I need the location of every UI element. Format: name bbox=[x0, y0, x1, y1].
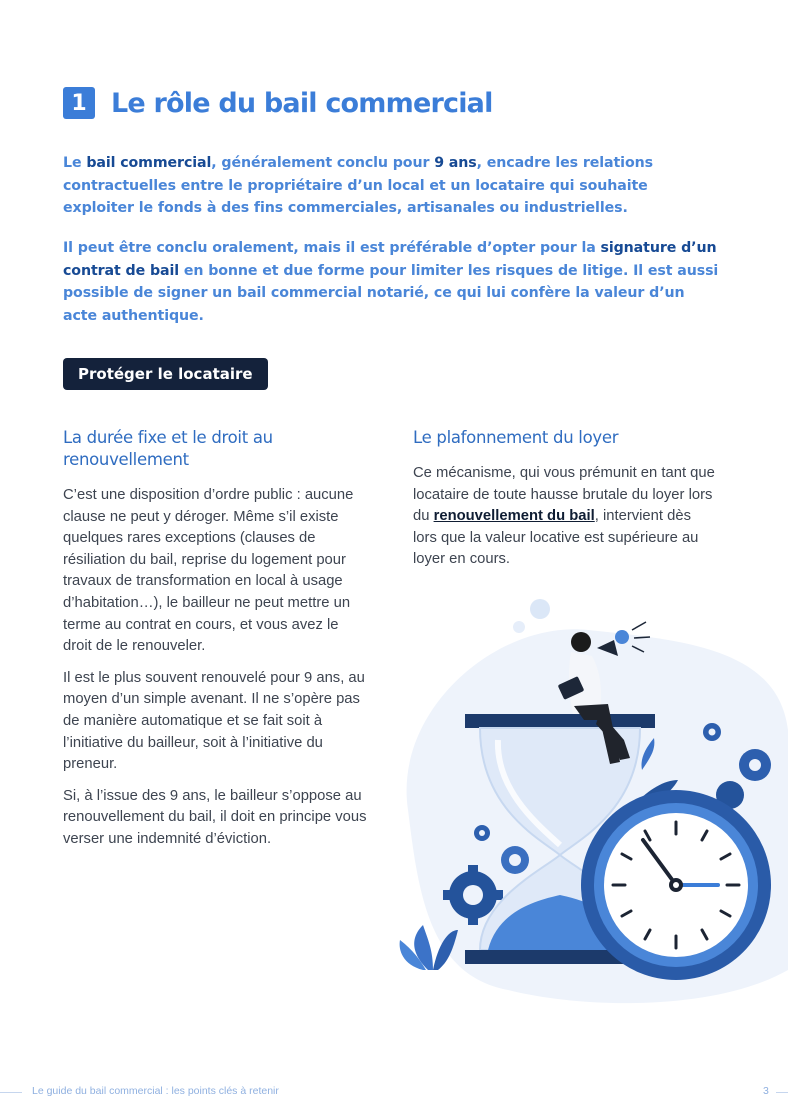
left-paragraph-1: C’est une disposition d’ordre public : aucune clause ne peut y déroger. Même s’il existe quelques rares exceptions (clauses de résiliation du bail, reprise du logement pour travaux de transformation en local à usage d’habitation…), le bailleur ne peut mettre un terme au contrat en cours, et vous avez le droit de le renouveler. bbox=[63, 487, 354, 655]
right-paragraph: Ce mécanisme, qui vous prémunit en tant que locataire de toute hausse brutale du loyer lors du renouvellement du bail, intervient dès lors que la valeur locative est supérieure au loyer en cours. bbox=[413, 465, 715, 568]
footer-divider-left bbox=[0, 1092, 22, 1093]
hourglass-clock-illustration bbox=[388, 590, 788, 1010]
right-column bbox=[413, 427, 718, 581]
page-number: 3 bbox=[763, 1085, 769, 1097]
intro-paragraph-2: Il peut être conclu oralement, mais il est préférable d’opter pour la signature d’un contrat de bail en bonne et due forme pour limiter les risques de litige. Il est aussi possible de signer un bail commercial notarié, ce qui lui confère la valeur d’un acte authentique. bbox=[63, 240, 719, 324]
page-title: Le rôle du bail commercial bbox=[111, 87, 493, 119]
renouvellement-link[interactable]: renouvellement du bail bbox=[433, 508, 595, 525]
left-paragraph-2: Il est le plus souvent renouvelé pour 9 ans, au moyen d’un simple avenant. Il ne s’opère pas de manière automatique et se fait soit à l’initiative du bailleur, soit à l’initiative du preneur. bbox=[63, 669, 365, 773]
section-number-badge: 1 bbox=[63, 87, 95, 119]
left-paragraph-3: Si, à l’issue des 9 ans, le bailleur s’oppose au renouvellement du bail, il doit en principe vous verser une indemnité d’éviction. bbox=[63, 787, 367, 847]
footer-divider-right bbox=[776, 1092, 788, 1093]
left-column-heading: La durée fixe et le droit au renouvellement bbox=[63, 428, 273, 469]
right-column-heading: Le plafonnement du loyer bbox=[413, 428, 619, 447]
section-tag: Protéger le locataire bbox=[63, 358, 268, 390]
intro-paragraph-1: Le bail commercial, généralement conclu pour 9 ans, encadre les relations contractuelles entre le propriétaire d’un local et un locataire qui souhaite exploiter le fonds à des fins commerciales, artisanales ou industrielles. bbox=[63, 155, 653, 216]
left-column bbox=[63, 427, 368, 861]
section-title bbox=[63, 87, 493, 119]
footer-text: Le guide du bail commercial : les points clés à retenir bbox=[32, 1085, 279, 1097]
